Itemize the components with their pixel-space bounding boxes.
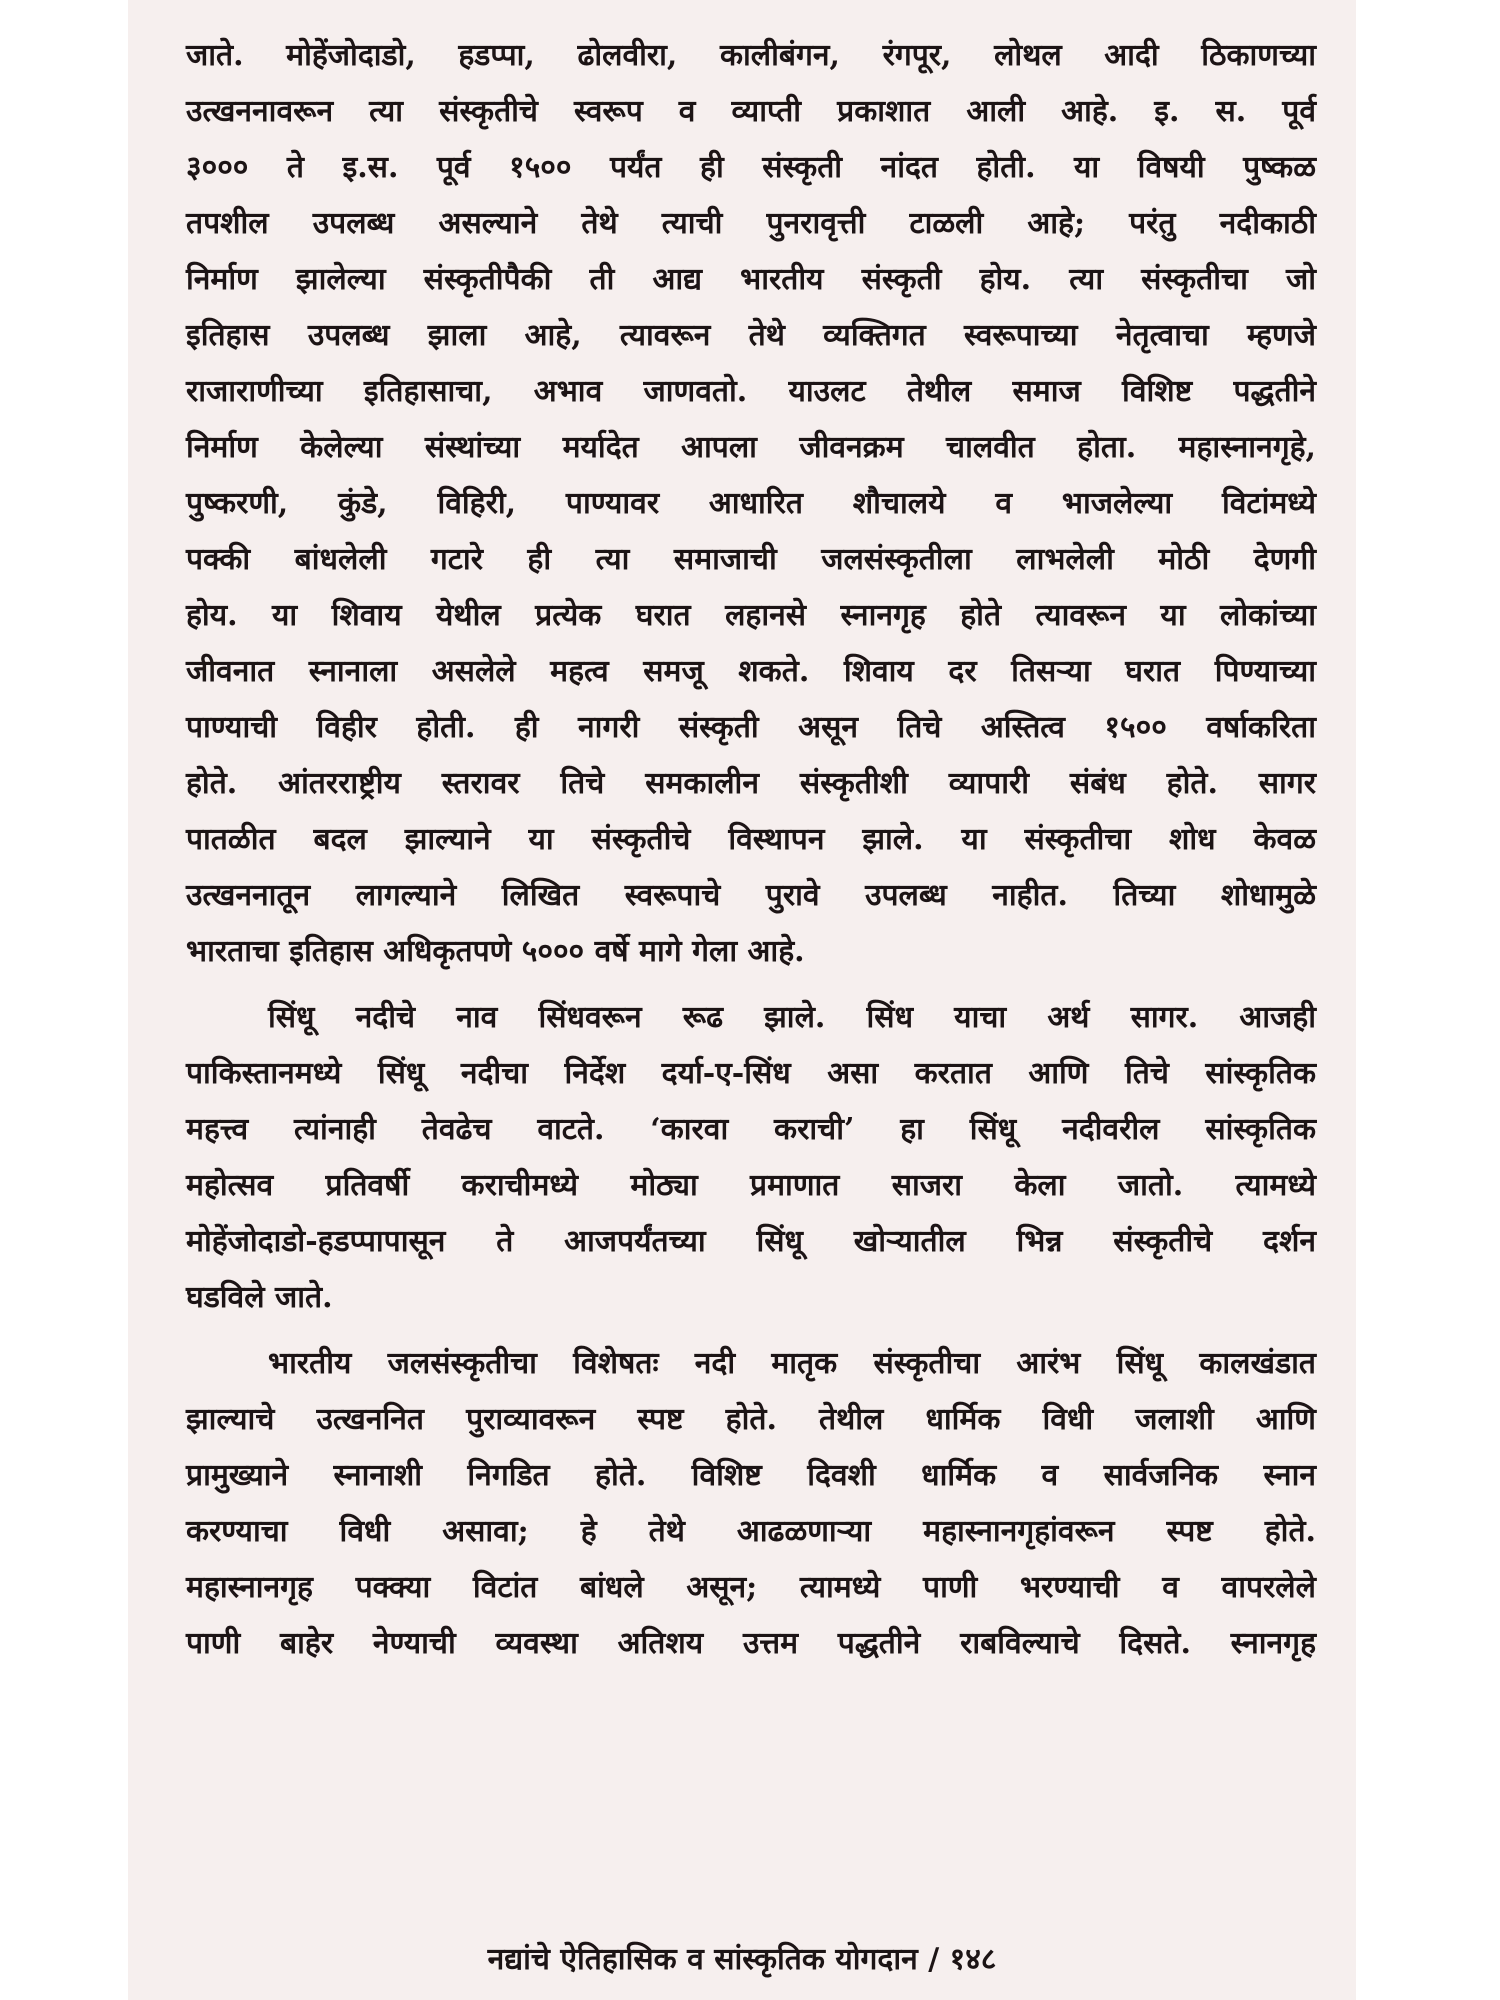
text-line: पाकिस्तानमध्ये सिंधू नदीचा निर्देश दर्या-ए-सिंध असा करतात आणि तिचे सांस्कृतिक bbox=[186, 1056, 1316, 1091]
book-page bbox=[128, 0, 1356, 2000]
text-line: महत्त्व त्यांनाही तेवढेच वाटते. ‘कारवा कराची’ हा सिंधू नदीवरील सांस्कृतिक bbox=[186, 1112, 1316, 1147]
text-line: महोत्सव प्रतिवर्षी कराचीमध्ये मोठ्या प्रमाणात साजरा केला जातो. त्यामध्ये bbox=[186, 1168, 1316, 1203]
text-line: प्रामुख्याने स्नानाशी निगडित होते. विशिष्ट दिवशी धार्मिक व सार्वजनिक स्नान bbox=[186, 1458, 1316, 1493]
paragraph-spacer bbox=[186, 1326, 1316, 1336]
paragraph-1 bbox=[186, 28, 1316, 980]
body-text bbox=[186, 28, 1316, 1672]
text-line: महास्नानगृह पक्क्या विटांत बांधले असून; त्यामध्ये पाणी भरण्याची व वापरलेले bbox=[186, 1570, 1316, 1605]
text-line: पुष्करणी, कुंडे, विहिरी, पाण्यावर आधारित शौचालये व भाजलेल्या विटांमध्ये bbox=[186, 486, 1316, 521]
text-line: जीवनात स्नानाला असलेले महत्व समजू शकते. शिवाय दर तिसऱ्या घरात पिण्याच्या bbox=[186, 654, 1316, 689]
text-line: निर्माण झालेल्या संस्कृतीपैकी ती आद्य भारतीय संस्कृती होय. त्या संस्कृतीचा जो bbox=[186, 262, 1316, 297]
text-line: सिंधू नदीचे नाव सिंधवरून रूढ झाले. सिंध याचा अर्थ सागर. आजही bbox=[268, 1000, 1316, 1035]
text-line: उत्खननावरून त्या संस्कृतीचे स्वरूप व व्याप्ती प्रकाशात आली आहे. इ. स. पूर्व bbox=[186, 94, 1316, 129]
text-line: पाणी बाहेर नेण्याची व्यवस्था अतिशय उत्तम पद्धतीने राबविल्याचे दिसते. स्नानगृह bbox=[186, 1626, 1316, 1661]
paragraph-spacer bbox=[186, 980, 1316, 990]
text-line: तपशील उपलब्ध असल्याने तेथे त्याची पुनरावृत्ती टाळली आहे; परंतु नदीकाठी bbox=[186, 206, 1316, 241]
text-line: होते. आंतरराष्ट्रीय स्तरावर तिचे समकालीन संस्कृतीशी व्यापारी संबंध होते. सागर bbox=[186, 766, 1316, 801]
text-line: पातळीत बदल झाल्याने या संस्कृतीचे विस्थापन झाले. या संस्कृतीचा शोध केवळ bbox=[186, 822, 1316, 857]
text-line: इतिहास उपलब्ध झाला आहे, त्यावरून तेथे व्यक्तिगत स्वरूपाच्या नेतृत्वाचा म्हणजे bbox=[186, 318, 1316, 353]
text-line: भारताचा इतिहास अधिकृतपणे ५००० वर्षे मागे गेला आहे. bbox=[186, 934, 805, 969]
text-line: पक्की बांधलेली गटारे ही त्या समाजाची जलसंस्कृतीला लाभलेली मोठी देणगी bbox=[186, 542, 1316, 577]
text-line: घडविले जाते. bbox=[186, 1280, 333, 1315]
text-line: जाते. मोहेंजोदाडो, हडप्पा, ढोलवीरा, कालीबंगन, रंगपूर, लोथल आदी ठिकाणच्या bbox=[186, 38, 1316, 73]
paragraph-3 bbox=[186, 1336, 1316, 1672]
page-footer: नद्यांचे ऐतिहासिक व सांस्कृतिक योगदान / १४८ bbox=[487, 1942, 997, 1977]
paragraph-2 bbox=[186, 990, 1316, 1326]
text-line: पाण्याची विहीर होती. ही नागरी संस्कृती असून तिचे अस्तित्व १५०० वर्षाकरिता bbox=[186, 710, 1316, 745]
text-line: करण्याचा विधी असावा; हे तेथे आढळणाऱ्या महास्नानगृहांवरून स्पष्ट होते. bbox=[186, 1514, 1316, 1549]
text-line: भारतीय जलसंस्कृतीचा विशेषतः नदी मातृक संस्कृतीचा आरंभ सिंधू कालखंडात bbox=[268, 1346, 1316, 1381]
text-line: झाल्याचे उत्खननित पुराव्यावरून स्पष्ट होते. तेथील धार्मिक विधी जलाशी आणि bbox=[186, 1402, 1316, 1437]
text-line: होय. या शिवाय येथील प्रत्येक घरात लहानसे स्नानगृह होते त्यावरून या लोकांच्या bbox=[186, 598, 1316, 633]
text-line: उत्खननातून लागल्याने लिखित स्वरूपाचे पुरावे उपलब्ध नाहीत. तिच्या शोधामुळे bbox=[186, 878, 1316, 913]
text-line: ३००० ते इ.स. पूर्व १५०० पर्यंत ही संस्कृती नांदत होती. या विषयी पुष्कळ bbox=[186, 150, 1316, 185]
text-line: राजाराणीच्या इतिहासाचा, अभाव जाणवतो. याउलट तेथील समाज विशिष्ट पद्धतीने bbox=[186, 374, 1316, 409]
text-line: मोहेंजोदाडो-हडप्पापासून ते आजपर्यंतच्या सिंधू खोऱ्यातील भिन्न संस्कृतीचे दर्शन bbox=[186, 1224, 1316, 1259]
text-line: निर्माण केलेल्या संस्थांच्या मर्यादेत आपला जीवनक्रम चालवीत होता. महास्नानगृहे, bbox=[186, 430, 1316, 465]
